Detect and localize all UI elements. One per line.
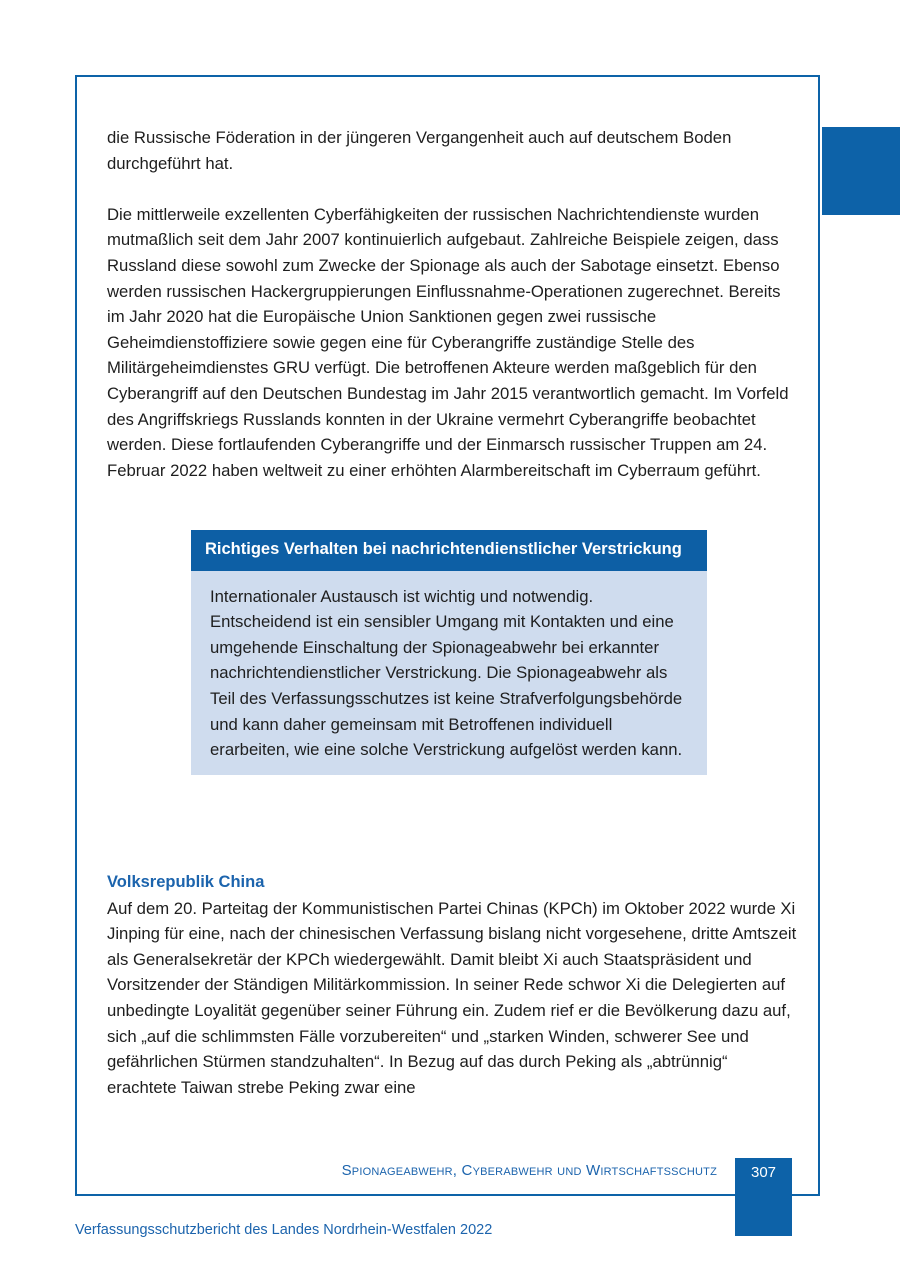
- chapter-tab-marker: [822, 127, 900, 215]
- info-box: [191, 530, 707, 775]
- info-box-text: Internationaler Austausch ist wichtig und notwendig. Entscheidend ist ein sensibler Umgang mit Kontakten und eine umgehende Einschaltung der Spionageabwehr bei erkannter nachrichtendienstlicher Verstrickung. Die Spionageabwehr als Teil des Verfassungsschutzes ist keine Strafverfolgungsbehörde und kann daher gemeinsam mit Betroffenen individuell erarbeiten, wie eine solche Verstrickung aufgelöst werden kann.: [191, 571, 707, 775]
- info-box-title: Richtiges Verhalten bei nachrichtendienstlicher Verstrickung: [191, 530, 707, 571]
- section-paragraph: Auf dem 20. Parteitag der Kommunistischen Partei Chinas (KPCh) im Oktober 2022 wurde Xi Jinping für eine, nach der chinesischen Verfassung bislang nicht vorgesehene, dritte Amtszeit als Generalsekretär der KPCh wiedergewählt. Damit bleibt Xi auch Staatspräsident und Vorsitzender der Ständigen Militärkommission. In seiner Rede schwor Xi die Delegierten auf unbedingte Loyalität gegenüber seiner Führung ein. Zudem rief er die Bevölkerung dazu auf, sich „auf die schlimmsten Fälle vorzubereiten“ und „starken Winden, schwerer See und gefährlichen Stürmen standzuhalten“. In Bezug auf das durch Peking als „abtrünnig“ erachtete Taiwan strebe Peking zwar eine: [107, 898, 797, 1097]
- chapter-running-title: Spionageabwehr, Cyberabwehr und Wirtschaftsschutz: [341, 1162, 717, 1179]
- paragraph: Die mittlerweile exzellenten Cyberfähigkeiten der russischen Nachrichtendienste wurden mutmaßlich seit dem Jahr 2007 kontinuierlich aufgebaut. Zahlreiche Beispiele zeigen, dass Russland diese sowohl zum Zwecke der Spionage als auch der Sabotage einsetzt. Ebenso werden russischen Hackergruppierungen Einflussnahme-Operationen zugerechnet. Bereits im Jahr 2020 hat die Europäische Union Sanktionen gegen zwei russische Geheimdienstoffiziere sowie gegen eine für Cyberangriffe zuständige Stelle des Militärgeheimdienstes GRU verfügt. Die betroffenen Akteure werden maßgeblich für den Cyberangriff auf den Deutschen Bundestag im Jahr 2015 verantwortlich gemacht. Im Vorfeld des Angriffskriegs Russlands konnten in der Ukraine vermehrt Cyberangriffe beobachtet werden. Diese fortlaufenden Cyberangriffe und der Einmarsch russischer Truppen am 24. Februar 2022 haben weltweit zu einer erhöhten Alarmbereitschaft im Cyberraum geführt.: [107, 204, 789, 480]
- page-number-box: [735, 1158, 792, 1236]
- paragraph: die Russische Föderation in der jüngeren Vergangenheit auch auf deutschem Boden durchgeführt hat.: [107, 128, 732, 173]
- section-china: [107, 870, 797, 1100]
- report-title: Verfassungsschutzbericht des Landes Nordrhein-Westfalen 2022: [75, 1222, 493, 1238]
- body-text: [107, 125, 797, 483]
- section-heading: Volksrepublik China: [107, 873, 265, 891]
- page-number: 307: [750, 1164, 777, 1181]
